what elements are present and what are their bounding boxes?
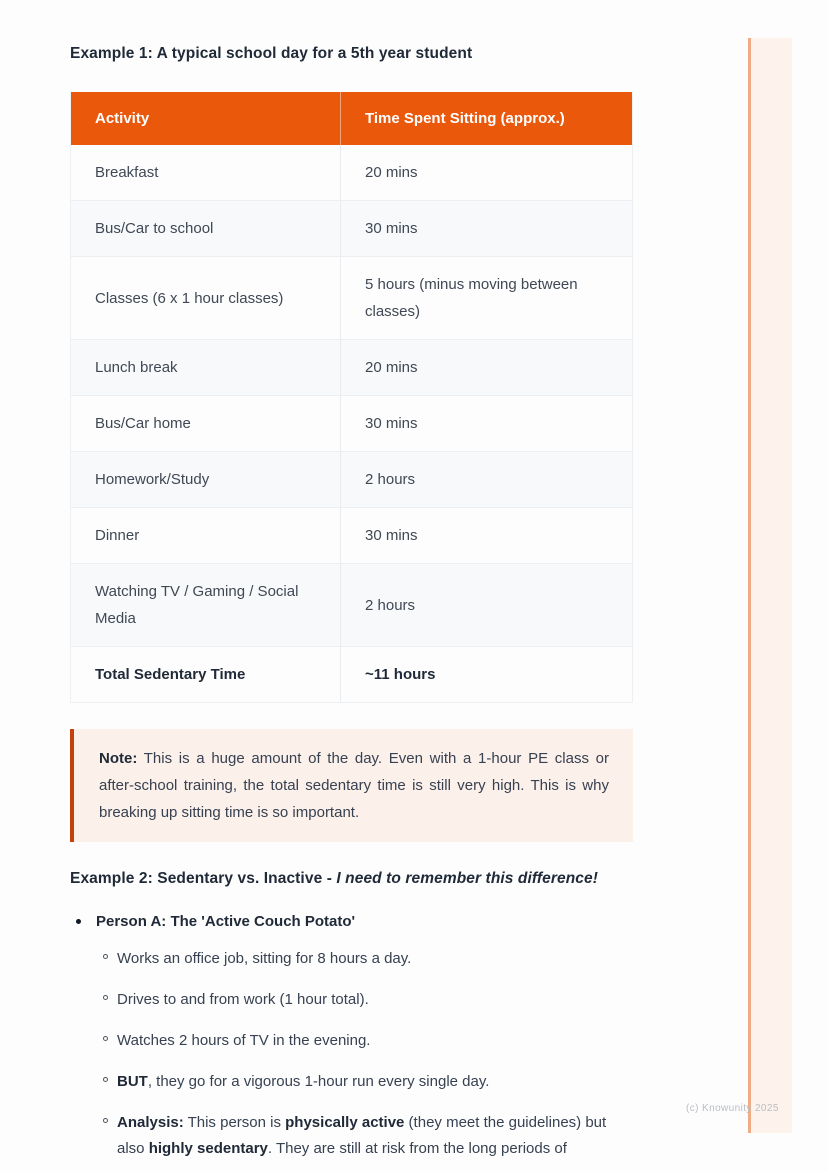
time-cell: 5 hours (minus moving between classes) xyxy=(341,256,632,339)
circle-bullet-icon xyxy=(103,1077,108,1082)
document-page xyxy=(70,0,633,1162)
activity-column-header: Activity xyxy=(71,92,341,145)
table-row xyxy=(71,395,632,451)
table-row xyxy=(71,256,632,339)
list-item-analysis xyxy=(70,1110,633,1162)
activity-cell: Breakfast xyxy=(71,145,341,200)
sedentary-time-table xyxy=(70,92,633,703)
circle-bullet-icon xyxy=(103,995,108,1000)
time-cell: 30 mins xyxy=(341,395,632,451)
list-item-text: Analysis: This person is physically active (they meet the guidelines) but also highly sedentary. They are still at risk from the long periods of xyxy=(117,1114,607,1157)
time-cell: 30 mins xyxy=(341,200,632,256)
copyright-watermark: (c) Knowunity 2025 xyxy=(686,1103,779,1114)
list-item-person-a xyxy=(70,912,633,931)
list-item-text: BUT, they go for a vigorous 1-hour run every single day. xyxy=(117,1073,490,1090)
activity-cell: Bus/Car home xyxy=(71,395,341,451)
list-item xyxy=(70,1028,633,1054)
activity-cell: Bus/Car to school xyxy=(71,200,341,256)
time-cell: 2 hours xyxy=(341,451,632,507)
list-item xyxy=(70,987,633,1013)
table-total-row xyxy=(71,646,632,702)
time-cell: ~11 hours xyxy=(341,646,632,702)
bullet-icon xyxy=(76,919,81,924)
time-cell: 2 hours xyxy=(341,563,632,646)
time-cell: 20 mins xyxy=(341,339,632,395)
activity-cell: Lunch break xyxy=(71,339,341,395)
table-header-row xyxy=(71,92,632,145)
table-row xyxy=(71,451,632,507)
circle-bullet-icon xyxy=(103,954,108,959)
person-a-title: Person A: The 'Active Couch Potato' xyxy=(96,913,356,930)
list-item-text: Works an office job, sitting for 8 hours a day. xyxy=(117,950,412,967)
example1-heading: Example 1: A typical school day for a 5th year student xyxy=(70,45,473,62)
activity-cell: Homework/Study xyxy=(71,451,341,507)
list-item-text: Watches 2 hours of TV in the evening. xyxy=(117,1032,371,1049)
table-row xyxy=(71,145,632,200)
activity-cell: Classes (6 x 1 hour classes) xyxy=(71,256,341,339)
circle-bullet-icon xyxy=(103,1036,108,1041)
table-row xyxy=(71,200,632,256)
list-item xyxy=(70,946,633,972)
activity-cell: Watching TV / Gaming / Social Media xyxy=(71,563,341,646)
table-row xyxy=(71,339,632,395)
circle-bullet-icon xyxy=(103,1118,108,1123)
list-item-text: Drives to and from work (1 hour total). xyxy=(117,991,369,1008)
activity-cell: Total Sedentary Time xyxy=(71,646,341,702)
table-row xyxy=(71,507,632,563)
time-cell: 30 mins xyxy=(341,507,632,563)
example2-heading: Example 2: Sedentary vs. Inactive - I need to remember this difference! xyxy=(70,870,598,887)
activity-cell: Dinner xyxy=(71,507,341,563)
time-cell: 20 mins xyxy=(365,164,418,181)
table-row xyxy=(71,563,632,646)
note-callout: Note: This is a huge amount of the day. Even with a 1-hour PE class or after-school training, the total sedentary time is still very high. This is why breaking up sitting time is so important. xyxy=(70,729,633,842)
time-column-header: Time Spent Sitting (approx.) xyxy=(341,92,632,145)
page-accent-stripe xyxy=(748,38,792,1133)
list-item xyxy=(70,1069,633,1095)
